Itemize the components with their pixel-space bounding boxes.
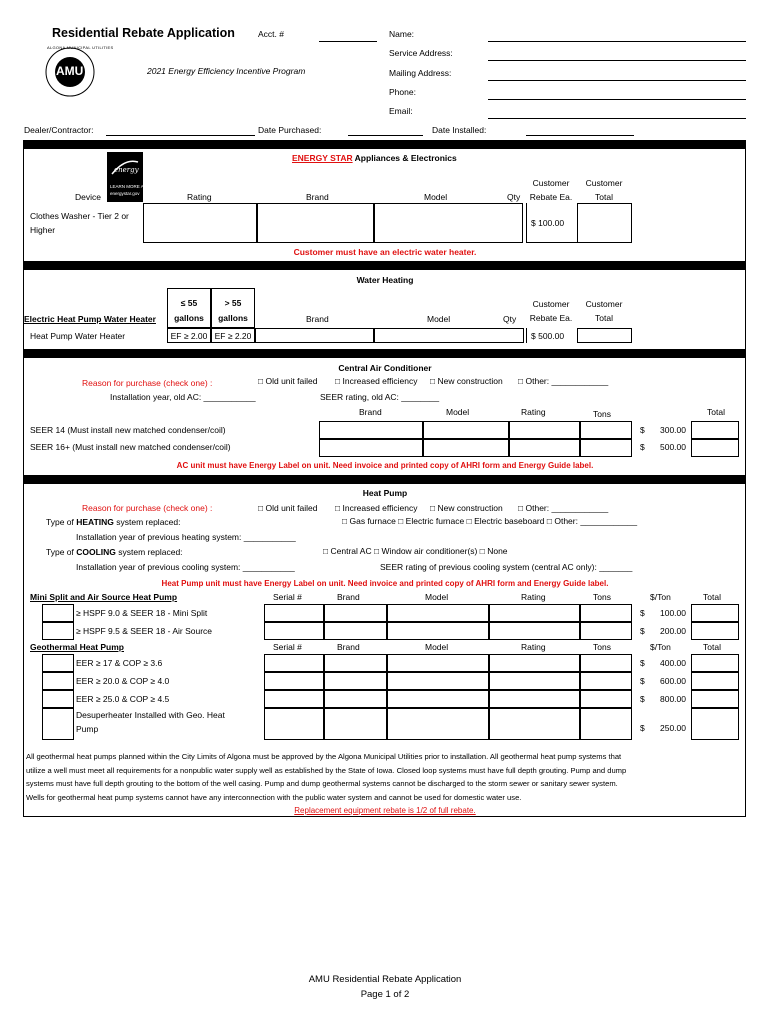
name-label: Name:	[389, 29, 415, 39]
ac-row2-rating[interactable]	[509, 439, 580, 457]
mini-row1-total[interactable]	[691, 604, 739, 622]
geo-serial-header: Serial #	[273, 642, 302, 652]
desuper-dollar: $	[640, 723, 645, 733]
geo-row1-rating[interactable]	[489, 654, 580, 672]
geo-row1-serial[interactable]	[264, 654, 324, 672]
footer-line-1: All geothermal heat pumps planned within the City Limits of Algona must be approved by the Algona Municipal Utilities prior to installation. All geothermal heat pump systems that	[26, 752, 622, 761]
acct-label: Acct. #	[258, 29, 284, 39]
geo-row1-dollar: $	[640, 658, 645, 668]
ac-note: AC unit must have Energy Label on unit. Need invoice and printed copy of AHRI form and Energy Guide label.	[176, 461, 594, 470]
ac-row1-rating[interactable]	[509, 421, 580, 439]
ac-row1-model[interactable]	[423, 421, 509, 439]
desuper-model[interactable]	[387, 708, 489, 740]
clothes-washer-label-2: Higher	[30, 225, 56, 235]
col-divider	[526, 328, 527, 343]
mini-rating-header: Rating	[521, 592, 546, 602]
device-header: Device	[75, 192, 101, 202]
ac-tons-header: Tons	[593, 409, 611, 419]
es-rating-input[interactable]	[143, 203, 257, 243]
desuper-brand[interactable]	[324, 708, 387, 740]
hp-cool-year[interactable]: Installation year of previous cooling system: ___________	[76, 562, 295, 572]
wh-row-label: Heat Pump Water Heater	[30, 331, 126, 341]
wh-ef1-checkbox[interactable]	[167, 328, 211, 343]
mini-row2-label: ≥ HSPF 9.5 & SEER 18 - Air Source	[76, 626, 212, 636]
geo-row3-label: EER ≥ 25.0 & COP ≥ 4.5	[76, 694, 170, 704]
email-label: Email:	[389, 106, 413, 116]
hp-reason-label: Reason for purchase (check one) :	[82, 503, 213, 513]
ac-row1-amt: 300.00	[660, 425, 686, 435]
mini-row1-label: ≥ HSPF 9.0 & SEER 18 - Mini Split	[76, 608, 208, 618]
geo-row1-amt: 400.00	[660, 658, 686, 668]
name-input[interactable]	[488, 41, 746, 42]
geo-row3-rating[interactable]	[489, 690, 580, 708]
replacement-note: Replacement equipment rebate is 1/2 of full rebate.	[294, 806, 476, 815]
wh-ef2: EF ≥ 2.20	[214, 331, 252, 341]
geo-row2-brand[interactable]	[324, 672, 387, 690]
ac-row2-amt: 500.00	[660, 442, 686, 452]
geo-row2-amt: 600.00	[660, 676, 686, 686]
clothes-washer-label-1: Clothes Washer - Tier 2 or	[30, 211, 129, 221]
geo-row3-model[interactable]	[387, 690, 489, 708]
ac-opt-old[interactable]: □ Old unit failed	[258, 376, 318, 386]
desuper-serial[interactable]	[264, 708, 324, 740]
hp-heating-options[interactable]: □ Gas furnace □ Electric furnace □ Electric baseboard □ Other: ____________	[342, 516, 638, 526]
geo-row1-checkbox[interactable]	[42, 654, 74, 672]
ac-seer-rating[interactable]: SEER rating, old AC: ________	[320, 392, 440, 402]
geo-row3-checkbox[interactable]	[42, 690, 74, 708]
ac-row1-dollar: $	[640, 425, 645, 435]
geo-row2-tons[interactable]	[580, 672, 632, 690]
section-divider	[24, 140, 746, 149]
ac-opt-other[interactable]: □ Other: ____________	[518, 376, 609, 386]
wh-rebate-amount: $ 500.00	[531, 331, 565, 341]
mini-row1-brand[interactable]	[324, 604, 387, 622]
mailing-address-input[interactable]	[488, 80, 746, 81]
section-divider	[24, 475, 746, 484]
es-total-input[interactable]	[577, 203, 632, 243]
ac-row1-label: SEER 14 (Must install new matched condenser/coil)	[30, 425, 226, 435]
geo-row1-label: EER ≥ 17 & COP ≥ 3.6	[76, 658, 163, 668]
ac-brand-header: Brand	[359, 407, 382, 417]
hp-opt-old[interactable]: □ Old unit failed	[258, 503, 318, 513]
mini-serial-header: Serial #	[273, 592, 302, 602]
wh-total-input[interactable]	[577, 328, 632, 343]
desuper-label-1: Desuperheater Installed with Geo. Heat	[76, 710, 225, 720]
mini-row2-model[interactable]	[387, 622, 489, 640]
desuper-label-2: Pump	[76, 724, 99, 734]
wh-cust-total-2: Total	[595, 313, 613, 323]
geo-row2-dollar: $	[640, 676, 645, 686]
geo-row3-dollar: $	[640, 694, 645, 704]
central-ac-title: Central Air Conditioner	[338, 363, 432, 373]
es-brand-input[interactable]	[257, 203, 374, 243]
logo-line-1: LEARN MORE AT	[110, 184, 147, 189]
footer-line-3: systems must have full depth grouting to the bottom of the well casing. Pump and dump geothermal systems cannot be discharged to the storm sewer or sanitary sewer system.	[26, 779, 618, 788]
logo-line-2: energystar.gov	[110, 191, 140, 196]
ac-total-header: Total	[707, 407, 725, 417]
mini-row2-rating[interactable]	[489, 622, 580, 640]
hp-note: Heat Pump unit must have Energy Label on unit. Need invoice and printed copy of AHRI form and Energy Guide label.	[161, 579, 609, 588]
energy-star-title: ENERGY STAR Appliances & Electronics	[292, 153, 457, 163]
page-footer-title: AMU Residential Rebate Application	[308, 974, 462, 985]
desuper-checkbox[interactable]	[42, 708, 74, 740]
date-purchased-label: Date Purchased:	[258, 125, 322, 135]
geo-total-header: Total	[703, 642, 721, 652]
ac-row2-model[interactable]	[423, 439, 509, 457]
form-title: Residential Rebate Application	[52, 26, 235, 40]
wh-cust-rebate-1: Customer	[532, 299, 570, 309]
email-input[interactable]	[488, 118, 746, 119]
mini-row2-serial[interactable]	[264, 622, 324, 640]
wh-brand-input[interactable]	[255, 328, 374, 343]
mini-per-ton-header: $/Ton	[650, 592, 671, 602]
hp-cooling-label: Type of COOLING system replaced:	[46, 547, 183, 557]
ac-row2-label: SEER 16+ (Must install new matched condenser/coil)	[30, 442, 231, 452]
ac-opt-new[interactable]: □ New construction	[430, 376, 503, 386]
hp-opt-other[interactable]: □ Other: ____________	[518, 503, 609, 513]
wh-col2-line2: gallons	[218, 313, 248, 323]
geo-row3-brand[interactable]	[324, 690, 387, 708]
star-icon	[110, 156, 140, 178]
ac-reason-label: Reason for purchase (check one) :	[82, 378, 213, 388]
mini-split-header: Mini Split and Air Source Heat Pump	[30, 592, 178, 602]
section-divider	[24, 349, 746, 358]
mini-model-header: Model	[425, 592, 449, 602]
wh-col1-line2: gallons	[174, 313, 204, 323]
mini-row1-checkbox[interactable]	[42, 604, 74, 622]
wh-row-header: Electric Heat Pump Water Heater	[24, 314, 156, 324]
mini-row1-amt: 100.00	[660, 608, 686, 618]
acct-input[interactable]	[319, 41, 377, 42]
ac-opt-efficiency[interactable]: □ Increased efficiency	[335, 376, 418, 386]
hp-heat-year[interactable]: Installation year of previous heating system: ___________	[76, 532, 296, 542]
geo-row3-amt: 800.00	[660, 694, 686, 704]
geo-header: Geothermal Heat Pump	[30, 642, 124, 652]
mini-row2-dollar: $	[640, 626, 645, 636]
hp-cooling-options[interactable]: □ Central AC □ Window air conditioner(s) □ None	[323, 546, 508, 556]
geo-per-ton-header: $/Ton	[650, 642, 671, 652]
wh-brand-header: Brand	[306, 314, 329, 324]
geo-rating-header: Rating	[521, 642, 546, 652]
phone-input[interactable]	[488, 99, 746, 100]
wh-cust-total-1: Customer	[585, 299, 623, 309]
geo-model-header: Model	[425, 642, 449, 652]
mini-row2-tons[interactable]	[580, 622, 632, 640]
ac-row1-total[interactable]	[691, 421, 739, 439]
mini-row2-brand[interactable]	[324, 622, 387, 640]
hp-seer-prev[interactable]: SEER rating of previous cooling system (central AC only): _______	[380, 562, 633, 572]
mini-row2-checkbox[interactable]	[42, 622, 74, 640]
geo-brand-header: Brand	[337, 642, 360, 652]
geo-row2-total[interactable]	[691, 672, 739, 690]
section-divider	[24, 261, 746, 270]
dealer-input[interactable]	[106, 135, 255, 136]
wh-cust-rebate-2: Rebate Ea.	[529, 313, 573, 323]
logo-text: AMU	[56, 64, 84, 78]
footer-line-2: utilize a well must meet all requirements for a nonpublic water supply well as established by the State of Iowa. Closed loop systems must have full depth grouting. Pump and dump	[26, 766, 627, 775]
mini-row2-amt: 200.00	[660, 626, 686, 636]
ac-row2-total[interactable]	[691, 439, 739, 457]
service-address-label: Service Address:	[389, 48, 453, 58]
page-number: Page 1 of 2	[360, 989, 410, 1000]
geo-row2-rating[interactable]	[489, 672, 580, 690]
mini-tons-header: Tons	[593, 592, 611, 602]
ac-rating-header: Rating	[521, 407, 546, 417]
cust-total-header-2: Total	[595, 192, 613, 202]
mini-row2-total[interactable]	[691, 622, 739, 640]
wh-model-input[interactable]	[374, 328, 524, 343]
amu-logo	[37, 45, 114, 98]
es-rebate-amount: $ 100.00	[531, 218, 565, 228]
geo-row1-brand[interactable]	[324, 654, 387, 672]
ac-row2-dollar: $	[640, 442, 645, 452]
phone-label: Phone:	[389, 87, 416, 97]
desuper-amt: 250.00	[660, 723, 686, 733]
mailing-address-label: Mailing Address:	[389, 68, 452, 78]
ac-row2-brand[interactable]	[319, 439, 423, 457]
wh-qty-header: Qty	[503, 314, 517, 324]
date-purchased-input[interactable]	[348, 135, 423, 136]
svg-text:energy: energy	[114, 166, 139, 174]
energy-star-logo	[107, 152, 147, 202]
geo-row3-serial[interactable]	[264, 690, 324, 708]
geo-row2-model[interactable]	[387, 672, 489, 690]
electric-water-heater-note: Customer must have an electric water heater.	[293, 247, 477, 257]
date-installed-input[interactable]	[526, 135, 634, 136]
footer-line-4: Wells for geothermal heat pump systems cannot have any interconnection with the public water system and cannot be used for domestic water use.	[26, 793, 522, 802]
program-name: 2021 Energy Efficiency Incentive Program	[147, 66, 306, 76]
wh-ef2-checkbox[interactable]	[211, 328, 255, 343]
wh-col2-line1: > 55	[224, 298, 242, 308]
geo-row1-model[interactable]	[387, 654, 489, 672]
mini-brand-header: Brand	[337, 592, 360, 602]
geo-row2-checkbox[interactable]	[42, 672, 74, 690]
heat-pump-title: Heat Pump	[362, 488, 408, 498]
mini-row1-tons[interactable]	[580, 604, 632, 622]
hp-heating-label: Type of HEATING system replaced:	[46, 517, 181, 527]
ac-model-header: Model	[446, 407, 470, 417]
cust-rebate-header-2: Rebate Ea.	[529, 192, 573, 202]
es-model-input[interactable]	[374, 203, 523, 243]
model-header: Model	[424, 192, 448, 202]
cell-border	[526, 242, 577, 243]
mini-row1-dollar: $	[640, 608, 645, 618]
mini-row1-model[interactable]	[387, 604, 489, 622]
brand-header: Brand	[306, 192, 329, 202]
geo-tons-header: Tons	[593, 642, 611, 652]
water-heating-title: Water Heating	[356, 275, 414, 285]
ac-row2-tons[interactable]	[580, 439, 632, 457]
date-installed-label: Date Installed:	[432, 125, 487, 135]
mini-total-header: Total	[703, 592, 721, 602]
geo-row1-total[interactable]	[691, 654, 739, 672]
logo-ring-text: ALGONA MUNICIPAL UTILITIES	[47, 45, 114, 50]
geo-row3-tons[interactable]	[580, 690, 632, 708]
geo-row2-serial[interactable]	[264, 672, 324, 690]
wh-ef1: EF ≥ 2.00	[170, 331, 208, 341]
hp-opt-efficiency[interactable]: □ Increased efficiency	[335, 503, 418, 513]
wh-model-header: Model	[427, 314, 451, 324]
geo-row3-total[interactable]	[691, 690, 739, 708]
geo-row2-label: EER ≥ 20.0 & COP ≥ 4.0	[76, 676, 170, 686]
geo-row1-tons[interactable]	[580, 654, 632, 672]
cust-rebate-header-1: Customer	[532, 178, 570, 188]
ac-row1-brand[interactable]	[319, 421, 423, 439]
dealer-label: Dealer/Contractor:	[24, 125, 94, 135]
ac-install-year[interactable]: Installation year, old AC: ___________	[110, 392, 256, 402]
desuper-tons[interactable]	[580, 708, 632, 740]
rating-header: Rating	[187, 192, 212, 202]
cust-total-header-1: Customer	[585, 178, 623, 188]
ac-row1-tons[interactable]	[580, 421, 632, 439]
desuper-rating[interactable]	[489, 708, 580, 740]
wh-col1-line1: ≤ 55	[180, 298, 198, 308]
col-divider	[526, 203, 527, 243]
desuper-total[interactable]	[691, 708, 739, 740]
mini-row1-rating[interactable]	[489, 604, 580, 622]
qty-header: Qty	[507, 192, 521, 202]
service-address-input[interactable]	[488, 60, 746, 61]
hp-opt-new[interactable]: □ New construction	[430, 503, 503, 513]
mini-row1-serial[interactable]	[264, 604, 324, 622]
